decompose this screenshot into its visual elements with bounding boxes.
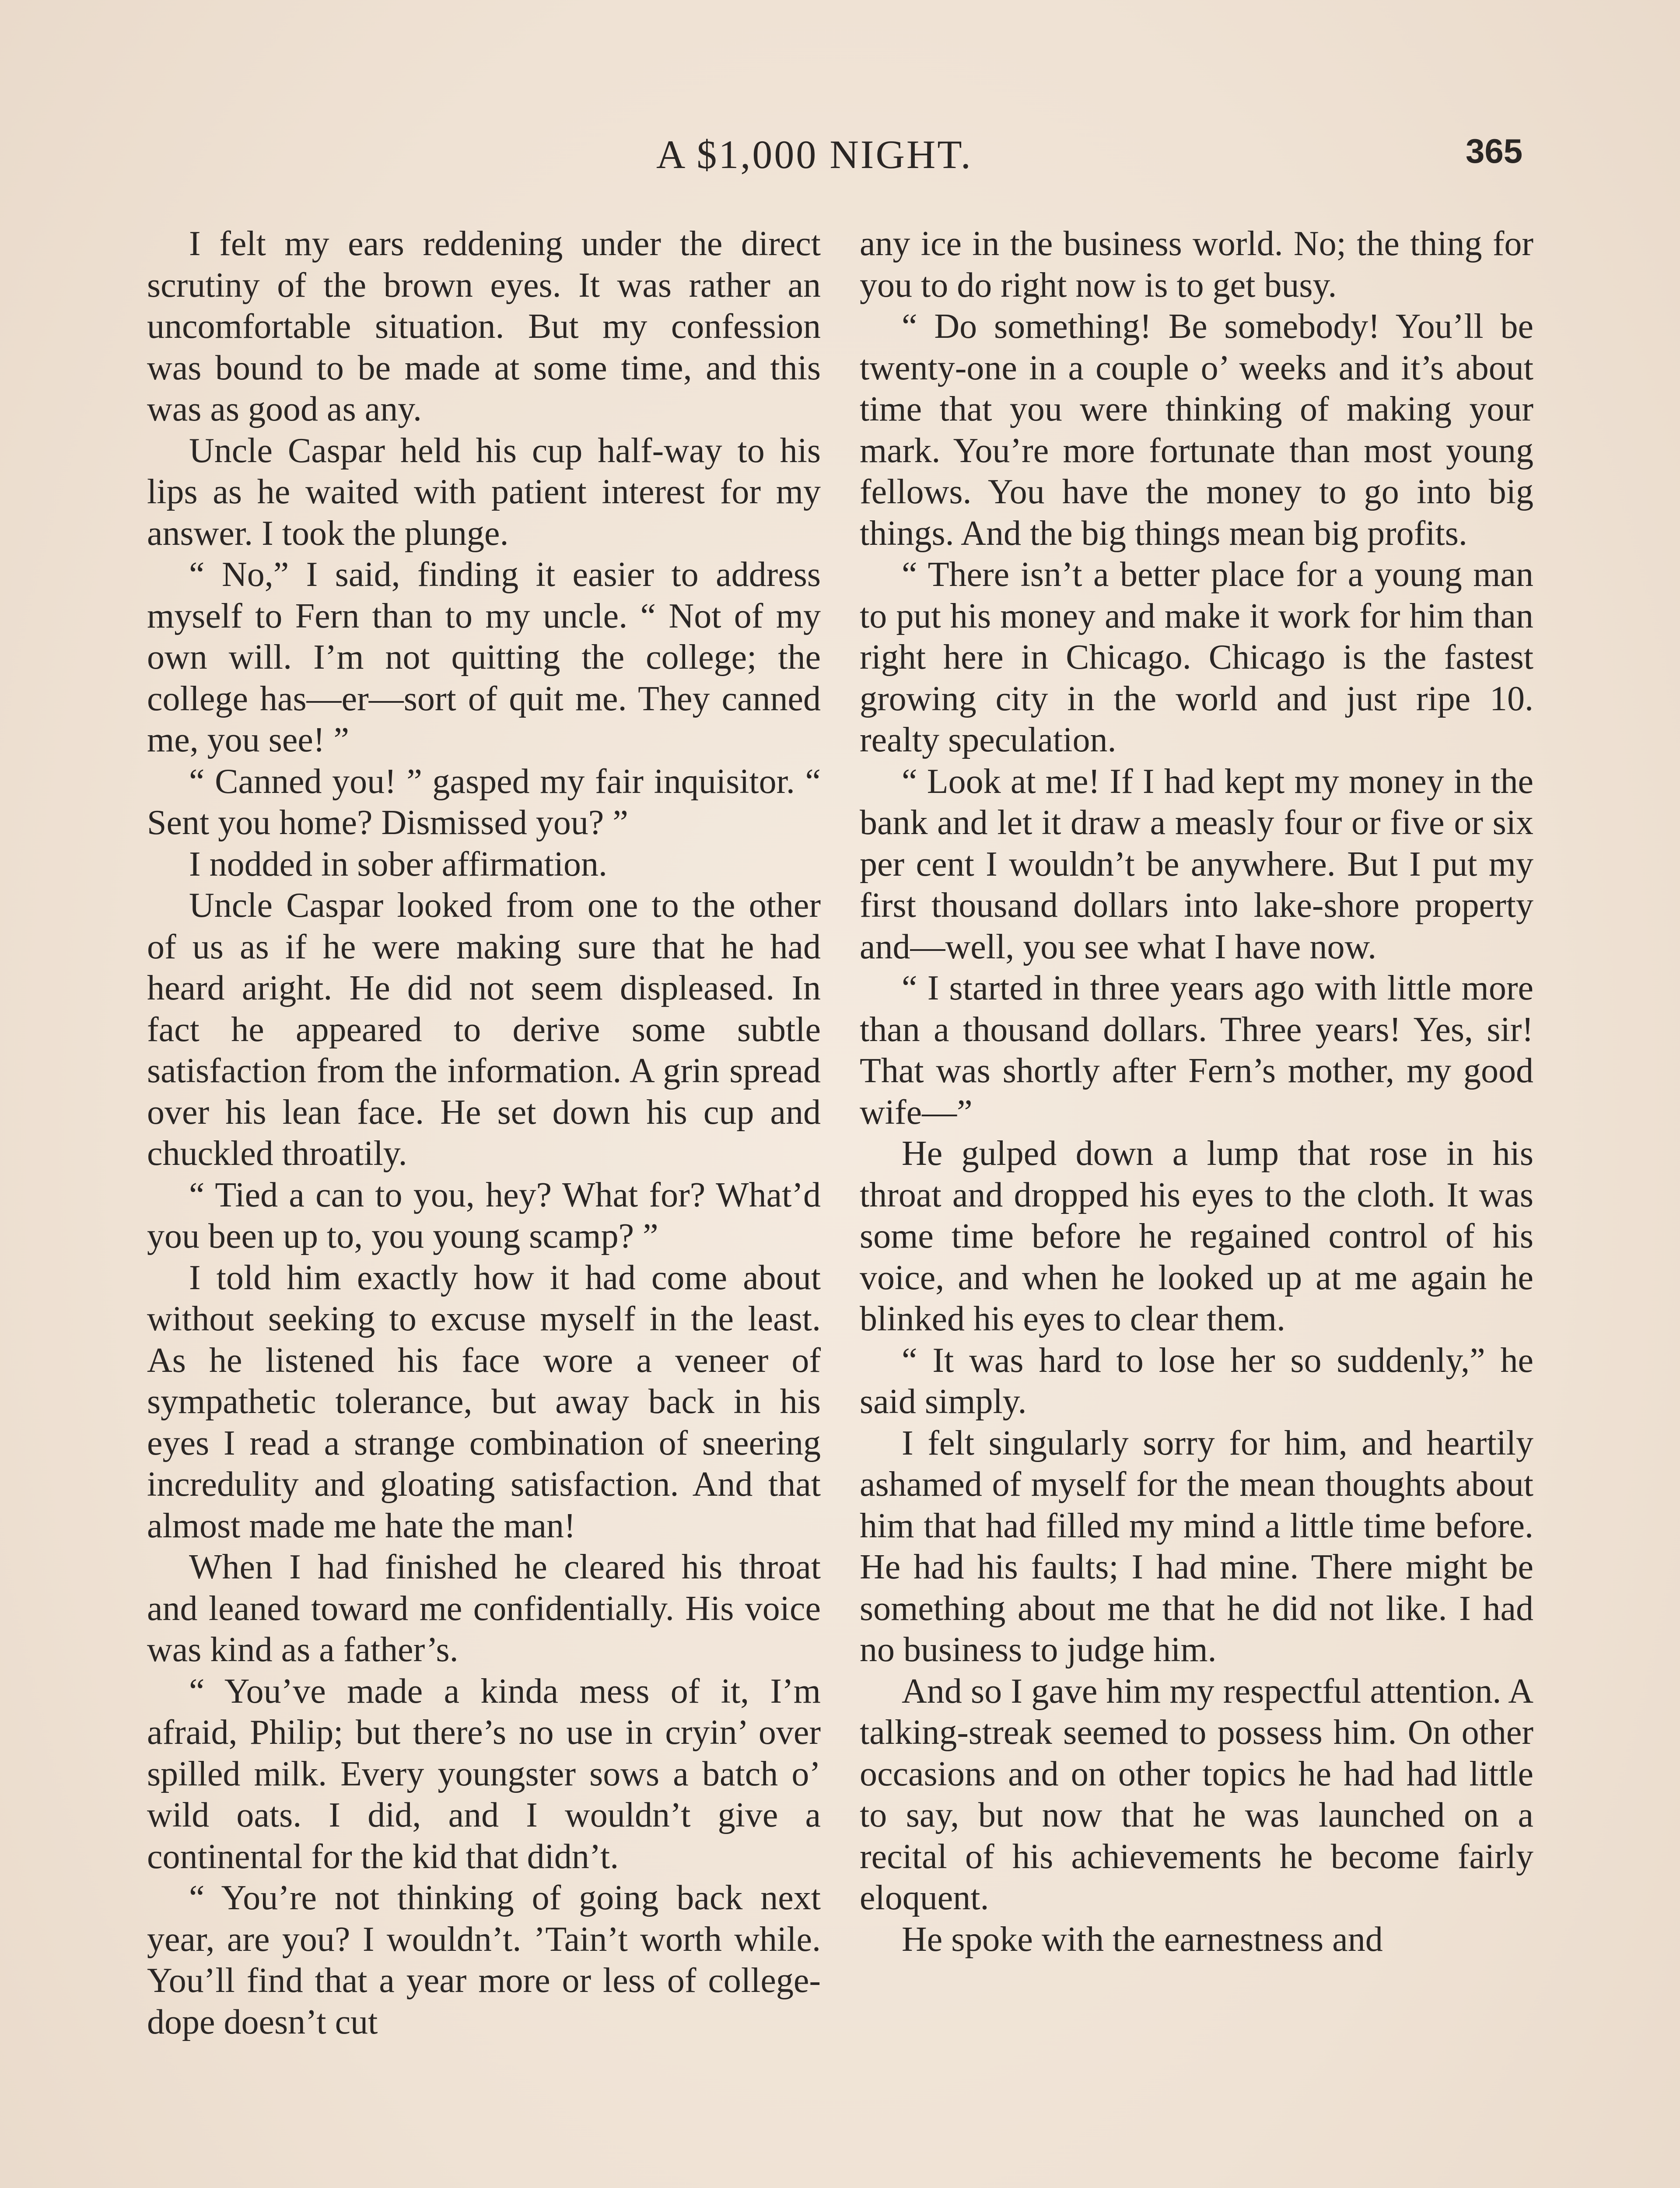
paragraph: “ It was hard to lose her so suddenly,” he said simply. — [860, 1341, 1533, 1421]
running-head — [0, 131, 1680, 184]
paragraph: “ Tied a can to you, hey? What for? What’d you been up to, you young scamp? ” — [147, 1175, 821, 1255]
paragraph: Uncle Caspar looked from one to the other of us as if he were making sure that he had heard aright. He did not seem displeased. In fact he appeared to derive some subtle satisfaction from the information. A grin spread over his lean face. He set down his cup and chuckled throatily. — [147, 886, 821, 1173]
paragraph: He gulped down a lump that rose in his throat and dropped his eyes to the cloth. It was some time before he regained control of his voice, and when he looked up at me again he blinked his eyes to clear them. — [860, 1134, 1533, 1338]
paragraph: “ Canned you! ” gasped my fair inquisitor. “ Sent you home? Dismissed you? ” — [147, 762, 821, 842]
paragraph: I told him exactly how it had come about without seeking to excuse myself in the least. As he listened his face wore a veneer of sympathetic tolerance, but away back in his eyes I read a strange combination of sneering incredulity and gloating satisfaction. And that almost made me hate the man! — [147, 1258, 821, 1545]
paragraph: “ There isn’t a better place for a young man to put his money and make it work for him than right here in Chicago. Chicago is the fastest growing city in the world and just ripe 10. realty speculation. — [860, 555, 1533, 759]
paragraph: “ No,” I said, finding it easier to address myself to Fern than to my uncle. “ Not of my own will. I’m not quitting the college; the college has—er—sort of quit me. They canned me, you see! ” — [147, 555, 821, 759]
paragraph: He spoke with the earnestness and — [902, 1920, 1383, 1959]
paragraph: I nodded in sober affirmation. — [189, 845, 608, 884]
paragraph: “ Look at me! If I had kept my money in the bank and let it draw a measly four or five or six per cent I wouldn’t be anywhere. But I put my first thousand dollars into lake-shore property and—well, you see what I have now. — [860, 762, 1533, 966]
paragraph: “ You’re not thinking of going back next year, are you? I wouldn’t. ’Tain’t worth while. You’ll find that a year more or less of college-dope doesn’t cut — [147, 1879, 821, 2041]
paragraph: Uncle Caspar held his cup half-way to his lips as he waited with patient interest for my answer. I took the plunge. — [147, 431, 821, 553]
paragraph: When I had finished he cleared his throat and leaned toward me confidentially. His voice was kind as a father’s. — [147, 1548, 821, 1669]
left-column — [147, 223, 821, 2043]
paragraph: “ I started in three years ago with little more than a thousand dollars. Three years! Yes, sir! That was shortly after Fern’s mother, my good wife—” — [860, 969, 1533, 1132]
paragraph: “ Do something! Be somebody! You’ll be twenty-one in a couple o’ weeks and it’s about time that you were thinking of making your mark. You’re more fortunate than most young fellows. You have the money to go into big things. And the big things mean big profits. — [860, 307, 1533, 553]
paragraph: any ice in the business world. No; the thing for you to do right now is to get busy. — [860, 224, 1533, 305]
paragraph: “ You’ve made a kinda mess of it, I’m afraid, Philip; but there’s no use in cryin’ over spilled milk. Every youngster sows a batch o’ wild oats. I did, and I wouldn’t give a continental for the kid that didn’t. — [147, 1672, 821, 1876]
paragraph: And so I gave him my respectful attention. A talking-streak seemed to possess him. On other occasions and on other topics he had had little to say, but now that he was launched on a recital of his achievements he become fairly eloquent. — [860, 1672, 1533, 1917]
page-title: A $1,000 NIGHT. — [656, 132, 973, 177]
right-column — [860, 223, 1533, 1960]
page-number: 365 — [1466, 132, 1523, 170]
paragraph: I felt singularly sorry for him, and heartily ashamed of myself for the mean thoughts about him that had filled my mind a little time before. He had his faults; I had mine. There might be something about me that he did not like. I had no business to judge him. — [860, 1424, 1533, 1669]
paragraph: I felt my ears reddening under the direct scrutiny of the brown eyes. It was rather an uncomfortable situation. But my confession was bound to be made at some time, and this was as good as any. — [147, 224, 821, 428]
